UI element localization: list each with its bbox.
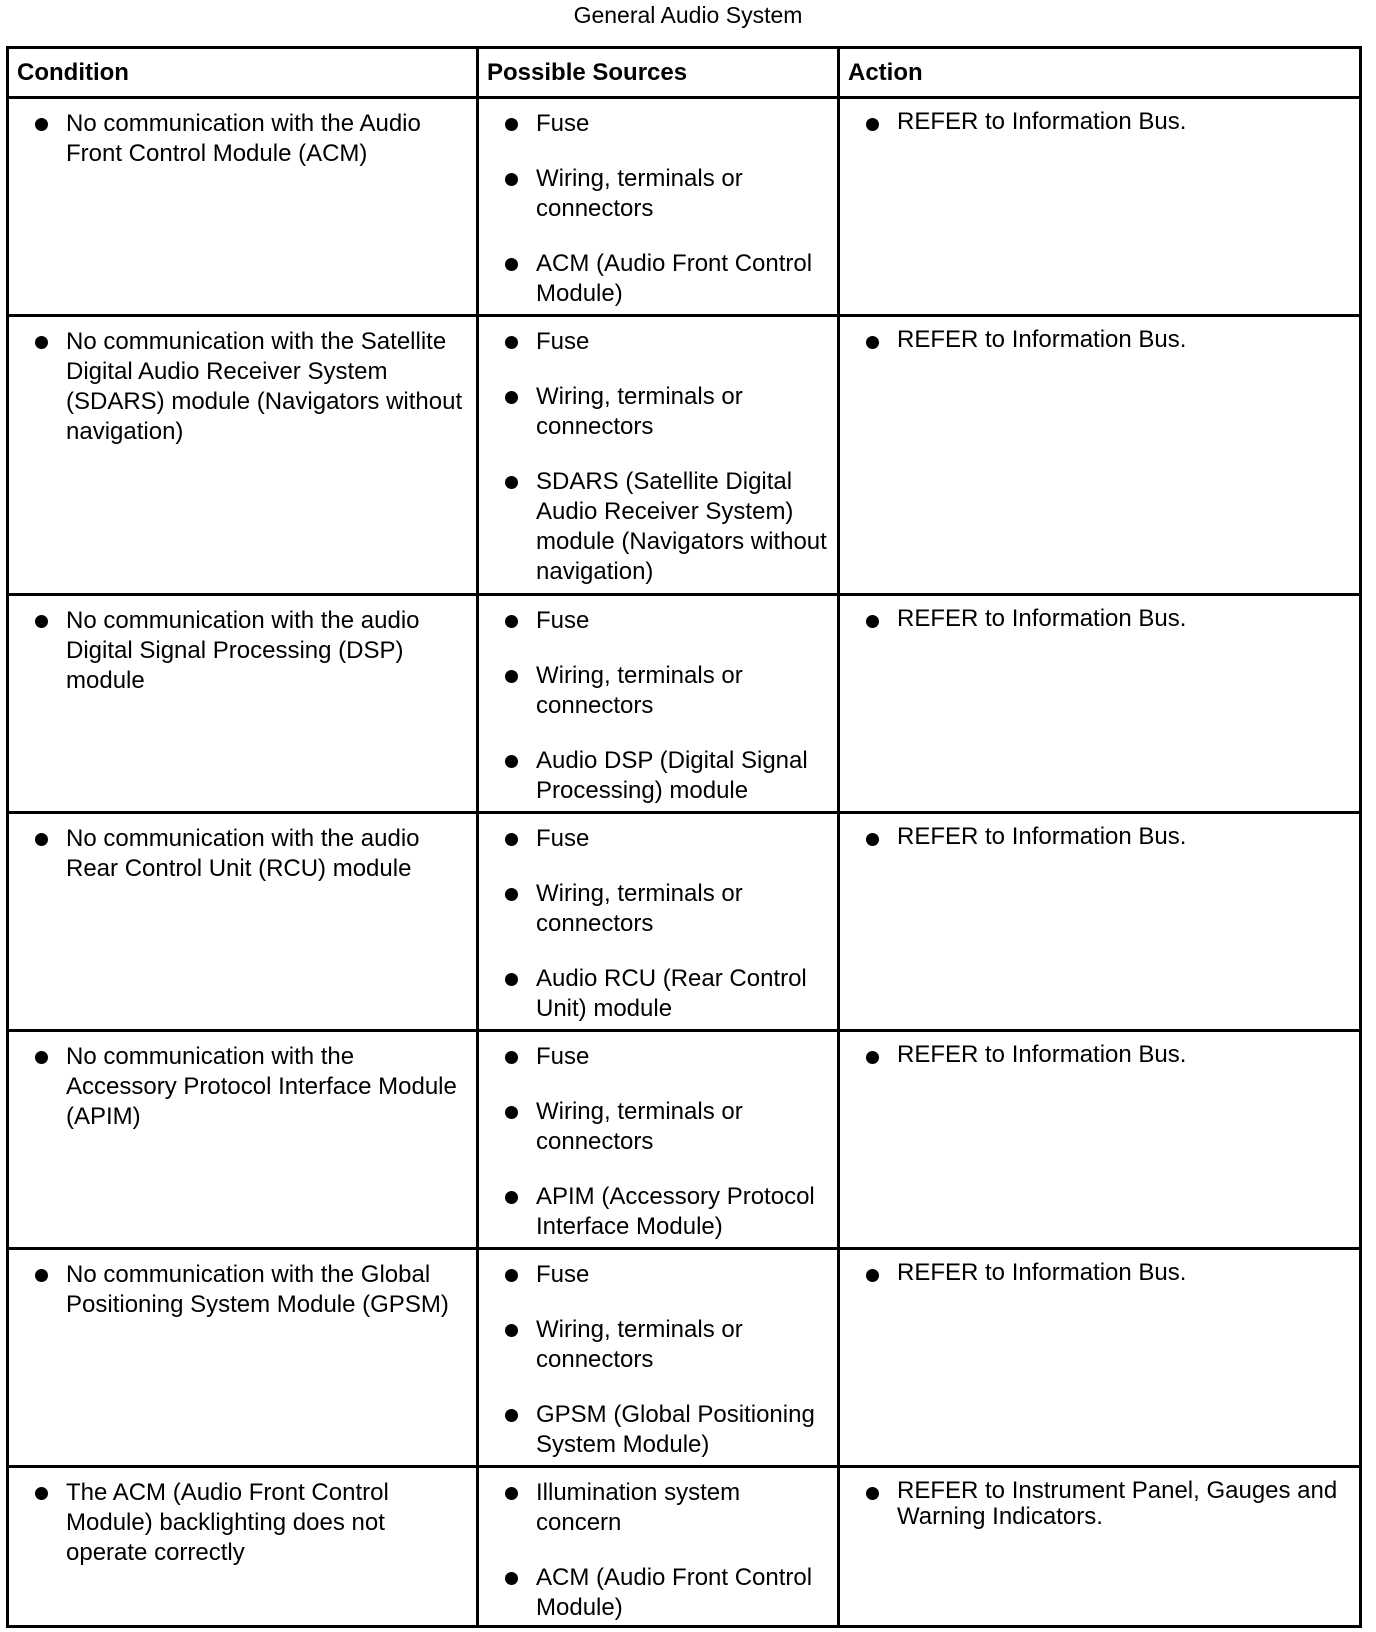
condition-item: No communication with the Audio Front Control Module (ACM) xyxy=(17,109,468,169)
action-item: REFER to Information Bus. xyxy=(848,1042,1351,1068)
row-4-condition-cell xyxy=(9,1032,476,1247)
action-item: REFER to Information Bus. xyxy=(848,606,1351,632)
row-2-condition-cell xyxy=(9,596,476,811)
page-title: General Audio System xyxy=(573,2,803,28)
row-6-sources-cell xyxy=(479,1468,837,1625)
source-item: ACM (Audio Front Control Module) xyxy=(487,249,829,309)
row-3-action-cell xyxy=(840,814,1359,1029)
row-6-action-cell xyxy=(840,1468,1359,1625)
row-2-action-cell xyxy=(840,596,1359,811)
source-item: Fuse xyxy=(487,109,829,139)
row-5-sources-cell xyxy=(479,1250,837,1465)
row-4-sources-cell xyxy=(479,1032,837,1247)
source-item: GPSM (Global Positioning System Module) xyxy=(487,1400,829,1460)
source-item: Illumination system concern xyxy=(487,1478,829,1538)
condition-item: The ACM (Audio Front Control Module) backlighting does not operate correctly xyxy=(17,1478,468,1568)
condition-item: No communication with the Accessory Protocol Interface Module (APIM) xyxy=(17,1042,468,1132)
source-item: ACM (Audio Front Control Module) xyxy=(487,1563,829,1623)
source-item: APIM (Accessory Protocol Interface Module) xyxy=(487,1182,829,1242)
source-item: Fuse xyxy=(487,824,829,854)
row-1-condition-cell xyxy=(9,317,476,593)
source-item: Audio RCU (Rear Control Unit) module xyxy=(487,964,829,1024)
action-item: REFER to Information Bus. xyxy=(848,109,1351,135)
source-item: Wiring, terminals or connectors xyxy=(487,382,829,442)
action-item: REFER to Information Bus. xyxy=(848,327,1351,353)
source-item: Fuse xyxy=(487,1042,829,1072)
source-item: Wiring, terminals or connectors xyxy=(487,879,829,939)
row-0-sources-cell xyxy=(479,99,837,314)
source-item: Fuse xyxy=(487,327,829,357)
condition-item: No communication with the audio Digital Signal Processing (DSP) module xyxy=(17,606,468,696)
action-item: REFER to Information Bus. xyxy=(848,1260,1351,1286)
row-6-condition-cell xyxy=(9,1468,476,1625)
action-item: REFER to Information Bus. xyxy=(848,824,1351,850)
source-item: Wiring, terminals or connectors xyxy=(487,661,829,721)
diagnostic-table xyxy=(6,46,1362,1628)
row-5-action-cell xyxy=(840,1250,1359,1465)
condition-item: No communication with the Satellite Digital Audio Receiver System (SDARS) module (Navigators without navigation) xyxy=(17,327,468,447)
source-item: Fuse xyxy=(487,606,829,636)
row-5-condition-cell xyxy=(9,1250,476,1465)
action-item: REFER to Instrument Panel, Gauges and Warning Indicators. xyxy=(848,1478,1351,1530)
row-3-sources-cell xyxy=(479,814,837,1029)
header-possible-sources: Possible Sources xyxy=(479,49,837,96)
source-item: Audio DSP (Digital Signal Processing) module xyxy=(487,746,829,806)
header-action: Action xyxy=(840,49,1359,96)
header-condition: Condition xyxy=(9,49,476,96)
row-1-sources-cell xyxy=(479,317,837,593)
row-4-action-cell xyxy=(840,1032,1359,1247)
row-2-sources-cell xyxy=(479,596,837,811)
row-0-action-cell xyxy=(840,99,1359,314)
row-0-condition-cell xyxy=(9,99,476,314)
source-item: Wiring, terminals or connectors xyxy=(487,1097,829,1157)
condition-item: No communication with the Global Positioning System Module (GPSM) xyxy=(17,1260,468,1320)
condition-item: No communication with the audio Rear Control Unit (RCU) module xyxy=(17,824,468,884)
source-item: Fuse xyxy=(487,1260,829,1290)
source-item: Wiring, terminals or connectors xyxy=(487,1315,829,1375)
source-item: SDARS (Satellite Digital Audio Receiver System) module (Navigators without navigation) xyxy=(487,467,829,587)
source-item: Wiring, terminals or connectors xyxy=(487,164,829,224)
row-3-condition-cell xyxy=(9,814,476,1029)
row-1-action-cell xyxy=(840,317,1359,593)
